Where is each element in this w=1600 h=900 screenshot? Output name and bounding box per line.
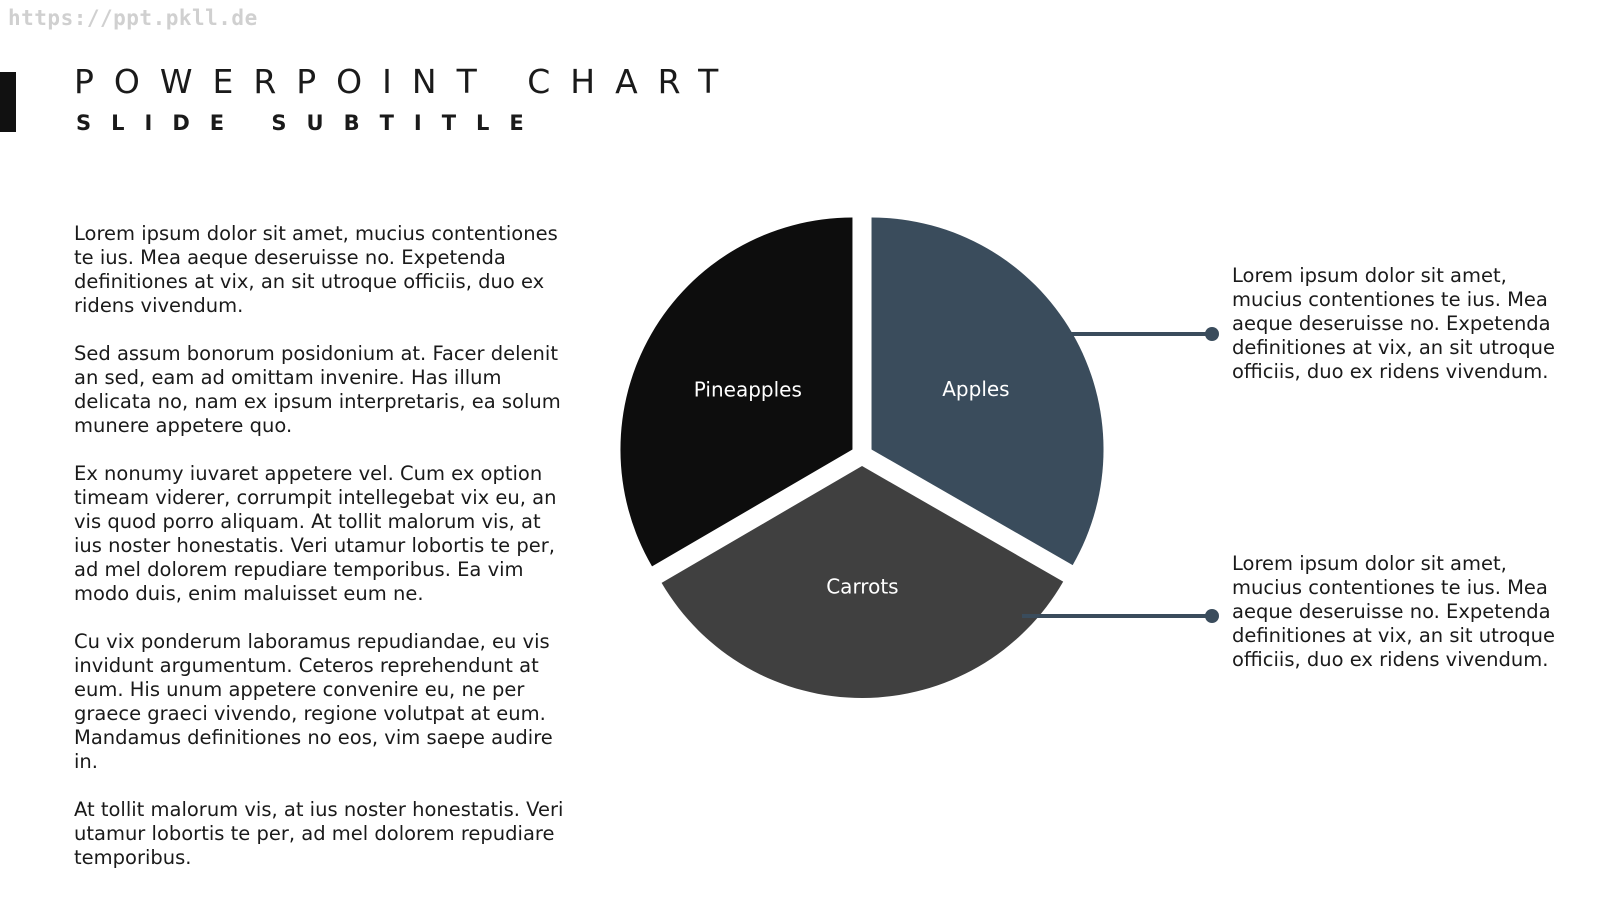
paragraph-4: Cu vix ponderum laboramus repudiandae, eu vis invidunt argumentum. Ceteros reprehendunt at eum. His unum appetere convenire eu, ne per graece graeci vivendo, regione volutpat at eum. Mandamus definitiones no eos, vim saepe audire in. [74, 630, 553, 773]
connector-apples-dot [1205, 327, 1219, 341]
paragraph-3: Ex nonumy iuvaret appetere vel. Cum ex option timeam viderer, corrumpit intellegebat vix eu, an vis quod porro aliquam. At tollit malorum vis, at ius noster honestatis. Veri utamur lobortis te per, ad mel dolorem repudiare temporibus. Ea vim modo duis, enim maluisset eum ne. [74, 462, 557, 605]
pie-label-carrots: Carrots [826, 574, 899, 599]
pie-label-apples: Apples [942, 377, 1010, 402]
callout-text-carrots: Lorem ipsum dolor sit amet, mucius contentiones te ius. Mea aeque deseruisse no. Expetenda definitiones at vix, an sit utroque officiis, duo ex ridens vivendum. [1232, 552, 1556, 671]
callout-text-apples: Lorem ipsum dolor sit amet, mucius contentiones te ius. Mea aeque deseruisse no. Expetenda definitiones at vix, an sit utroque officiis, duo ex ridens vivendum. [1232, 264, 1556, 383]
connector-carrots-dot [1205, 609, 1219, 623]
paragraph-1: Lorem ipsum dolor sit amet, mucius contentiones te ius. Mea aeque deseruisse no. Expetenda definitiones at vix, an sit utroque officiis, duo ex ridens vivendum. [74, 222, 558, 317]
pie-label-pineapples: Pineapples [693, 377, 802, 402]
paragraph-2: Sed assum bonorum posidonium at. Facer delenit an sed, eam ad omittam invenire. Has illum delicata no, nam ex ipsum interpretaris, ea solum munere appetere quo. [74, 342, 561, 437]
paragraph-5: At tollit malorum vis, at ius noster honestatis. Veri utamur lobortis te per, ad mel dolorem repudiare temporibus. [74, 798, 564, 869]
watermark: https://ppt.pkll.de [8, 6, 258, 30]
slide-title: POWERPOINT CHART [74, 62, 739, 101]
slide-subtitle: SLIDE SUBTITLE [76, 111, 544, 135]
